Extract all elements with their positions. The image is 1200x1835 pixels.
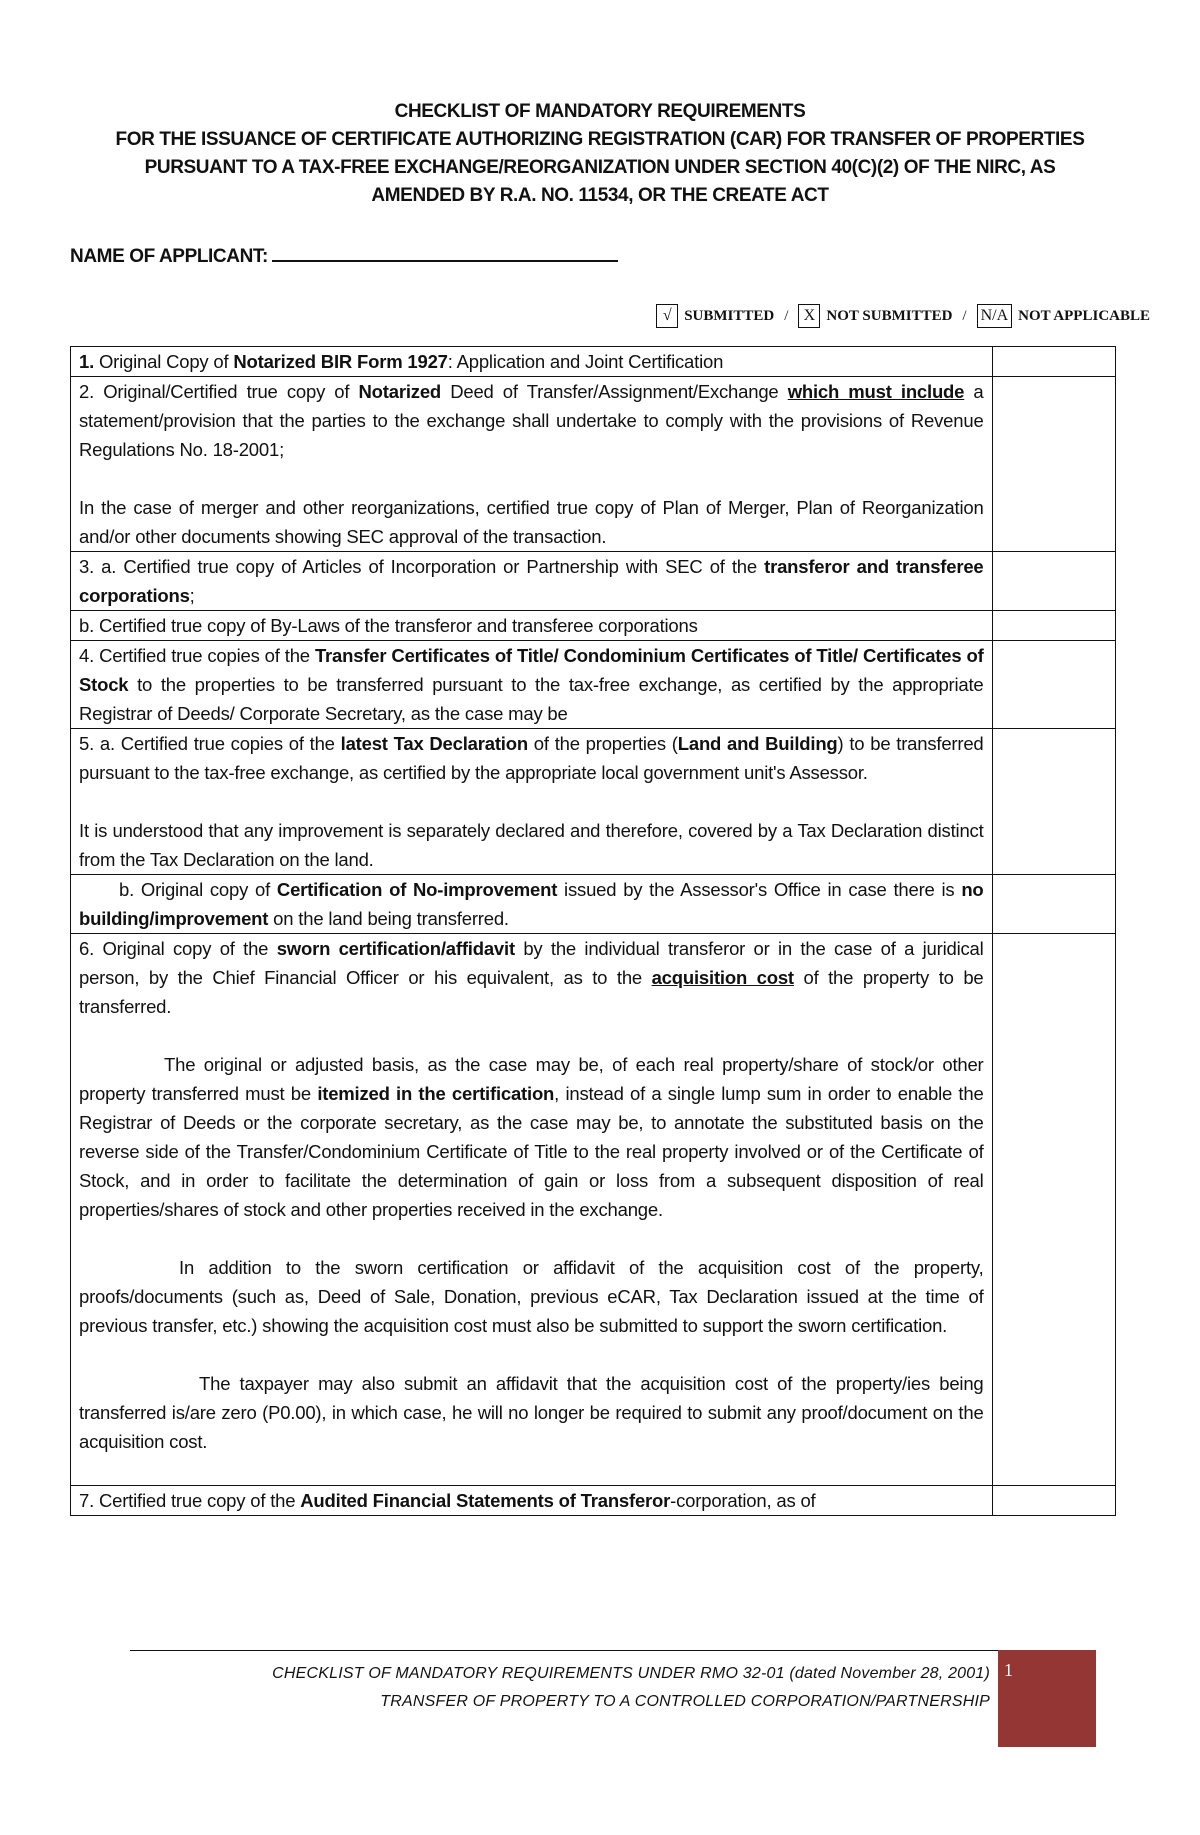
item-text: ; — [189, 585, 195, 606]
page-number: 1 — [1004, 1660, 1013, 1680]
item-paragraph — [79, 1050, 984, 1224]
item-text: 3. a. Certified true copy of Articles of Incorporation or Partnership with SEC of the — [79, 556, 765, 577]
applicant-label: NAME OF APPLICANT: — [70, 246, 268, 267]
item-text: by the individual transferor or in the case of a juridical person, by the Chief Financial Officer or his equivalent, as to the — [79, 938, 984, 988]
requirement-7 — [71, 1486, 993, 1516]
not-applicable-icon: N/A — [977, 304, 1013, 328]
item-text: b. Certified true copy of By-Laws of the transferor and transferee corporations — [79, 615, 698, 636]
item-bold-text: transferor and transferee corporations — [79, 556, 984, 606]
item-bold-text: Notarized BIR Form 1927 — [233, 351, 448, 372]
item-paragraph: In the case of merger and other reorganizations, certified true copy of Plan of Merger, Plan of Reorganization and/or other documents showing SEC approval of the transaction. — [79, 497, 984, 547]
item-number: 1. — [79, 351, 95, 372]
check-cell[interactable] — [992, 1486, 1115, 1516]
item-bold-text: latest Tax Declaration — [340, 733, 528, 754]
item-bold-text: itemized in the certification — [317, 1083, 555, 1104]
item-bold-text: no building/improvement — [79, 879, 984, 929]
item-bold-text: Audited Financial Statements of Transferor — [300, 1490, 671, 1511]
item-bold-text: Notarized — [358, 381, 442, 402]
table-row — [71, 641, 1116, 729]
item-bold-text: Land and Building — [677, 733, 838, 754]
page-number-tab — [998, 1650, 1096, 1747]
footer-line-2: TRANSFER OF PROPERTY TO A CONTROLLED CORPORATION/PARTNERSHIP — [380, 1693, 990, 1710]
item-text: -corporation, as of — [670, 1490, 816, 1511]
table-row — [71, 552, 1116, 611]
legend-separator: / — [784, 307, 789, 324]
title-line-1: CHECKLIST OF MANDATORY REQUIREMENTS — [394, 101, 806, 122]
legend-not-applicable-label: NOT APPLICABLE — [1018, 307, 1150, 324]
item-bold-text: Certification of No-improvement — [276, 879, 558, 900]
item-paragraph: In addition to the sworn certification or affidavit of the acquisition cost of the property, proofs/documents (such as, Deed of Sale, Donation, previous eCAR, Tax Declaration issued at the time of previous transfer, etc.) showing the acquisition cost must also be submitted to support the sworn certification. — [79, 1257, 984, 1336]
item-text: issued by the Assessor's Office in case there is — [557, 879, 962, 900]
table-row — [71, 1486, 1116, 1516]
submitted-check-icon: √ — [656, 304, 678, 328]
check-cell[interactable] — [992, 934, 1115, 1486]
requirement-2 — [71, 377, 993, 552]
item-text: 2. Original/Certified true copy of — [79, 381, 359, 402]
requirement-4 — [71, 641, 993, 729]
title-line-2: FOR THE ISSUANCE OF CERTIFICATE AUTHORIZING REGISTRATION (CAR) FOR TRANSFER OF PROPERTIES — [115, 129, 1085, 150]
check-cell[interactable] — [992, 641, 1115, 729]
item-text: b. Original copy of — [119, 879, 277, 900]
check-cell[interactable] — [992, 347, 1115, 377]
item-text: : Application and Joint Certification — [447, 351, 724, 372]
item-text: ) to be transferred pursuant to the tax-free exchange, as certified by the appropriate local government unit's Assessor. — [79, 733, 984, 783]
check-cell[interactable] — [992, 552, 1115, 611]
footer-line-1: CHECKLIST OF MANDATORY REQUIREMENTS UNDER RMO 32-01 (dated November 28, 2001) — [272, 1665, 990, 1682]
item-text: Deed of Transfer/Assignment/Exchange — [441, 381, 788, 402]
legend-separator: / — [962, 307, 967, 324]
item-text: on the land being transferred. — [268, 908, 509, 929]
item-paragraph: The taxpayer may also submit an affidavit that the acquisition cost of the property/ies being transferred is/are zero (P0.00), in which case, he will no longer be required to submit any proof/document on the acquisition cost. — [79, 1373, 984, 1452]
item-text: , instead of a single lump sum in order to enable the Registrar of Deeds or the corporate secretary, as the case may be, to annotate the substituted basis on the reverse side of the Transfer/Condominium Certificate of Title to the real property involved or of the Certificate of Stock, and in order to facilitate the determination of gain or loss from a subsequent disposition of real properties/shares of stock and other properties received in the exchange. — [79, 1083, 984, 1220]
requirement-3a — [71, 552, 993, 611]
applicant-row — [70, 242, 618, 268]
item-underlined-text: acquisition cost — [651, 967, 794, 988]
table-row — [71, 611, 1116, 641]
item-text: of the property to be transferred. — [79, 967, 984, 1017]
item-text: 7. Certified true copy of the — [79, 1490, 301, 1511]
footer — [272, 1660, 990, 1716]
item-text: to the properties to be transferred pursuant to the tax-free exchange, as certified by the appropriate Registrar of Deeds/ Corporate Secretary, as the case may be — [79, 674, 984, 724]
title-line-4: AMENDED BY R.A. NO. 11534, OR THE CREATE ACT — [371, 185, 829, 206]
requirement-6 — [71, 934, 993, 1486]
item-text: The original or adjusted basis, as the case may be, of each real property/share of stock/or other property transferred must be — [79, 1054, 984, 1104]
table-row — [71, 347, 1116, 377]
applicant-name-field[interactable] — [272, 242, 618, 262]
requirements-table — [70, 346, 1116, 1516]
requirement-1 — [71, 347, 993, 377]
item-text: of the properties ( — [527, 733, 678, 754]
table-row — [71, 934, 1116, 1486]
check-cell[interactable] — [992, 611, 1115, 641]
check-cell[interactable] — [992, 729, 1115, 875]
item-bold-text: sworn certification/affidavit — [276, 938, 515, 959]
item-text: 6. Original copy of the — [79, 938, 277, 959]
legend — [656, 304, 1150, 328]
item-paragraph: It is understood that any improvement is separately declared and therefore, covered by a Tax Declaration distinct from the Tax Declaration on the land. — [79, 820, 984, 870]
item-text: 4. Certified true copies of the — [79, 645, 315, 666]
table-row — [71, 729, 1116, 875]
check-cell[interactable] — [992, 875, 1115, 934]
check-cell[interactable] — [992, 377, 1115, 552]
item-text: 5. a. Certified true copies of the — [79, 733, 341, 754]
item-text: Original Copy of — [98, 351, 234, 372]
item-text: a statement/provision that the parties to the exchange shall undertake to comply with the provisions of Revenue Regulations No. 18-2001; — [79, 381, 984, 460]
requirement-5a — [71, 729, 993, 875]
not-submitted-x-icon: X — [798, 304, 820, 328]
title-line-3: PURSUANT TO A TAX-FREE EXCHANGE/REORGANIZATION UNDER SECTION 40(C)(2) OF THE NIRC, AS — [144, 157, 1056, 178]
item-bold-text: Transfer Certificates of Title/ Condominium Certificates of Title/ Certificates of Stock — [79, 645, 984, 695]
item-underlined-text: which must include — [787, 381, 965, 402]
legend-submitted-label: SUBMITTED — [684, 307, 775, 324]
legend-not-submitted-label: NOT SUBMITTED — [826, 307, 953, 324]
requirement-5b — [71, 875, 993, 934]
footer-divider — [130, 1650, 1000, 1651]
document-title — [70, 98, 1130, 210]
table-row — [71, 875, 1116, 934]
table-row — [71, 377, 1116, 552]
requirement-3b — [71, 611, 993, 641]
